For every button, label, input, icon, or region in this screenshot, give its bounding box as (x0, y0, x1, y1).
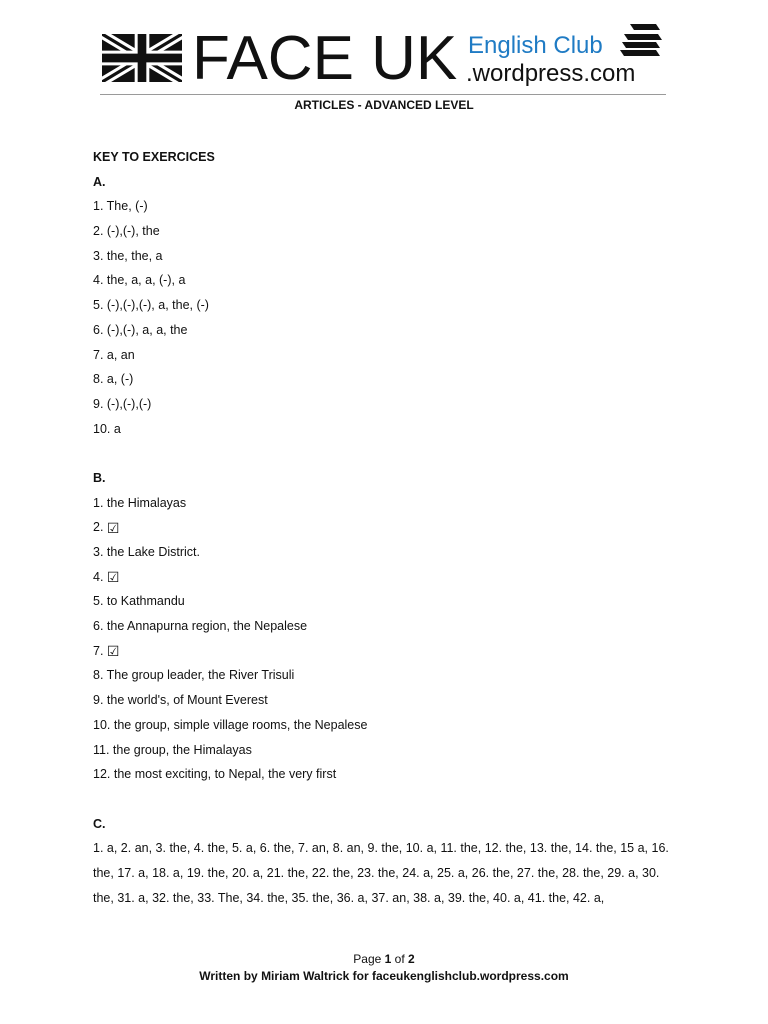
spacer (93, 787, 683, 812)
answer-line (93, 738, 683, 763)
answer-line: 2. (-),(-), the (93, 224, 160, 239)
answer-line: 6. (-),(-), a, a, the (93, 322, 188, 337)
footer-credit: Written by Miriam Waltrick for faceukenglishclub.wordpress.com (199, 969, 569, 983)
page-prefix: Page (353, 952, 385, 966)
spacer (93, 441, 683, 466)
checkbox-checked-icon: ☑ (106, 643, 120, 660)
answer-line: 1. The, (-) (93, 199, 148, 214)
answer-text: 1. the Himalayas (93, 495, 187, 510)
answer-line: 5. (-),(-),(-), a, the, (-) (93, 298, 209, 313)
page-title: ARTICLES - ADVANCED LEVEL (294, 98, 474, 112)
page-number (0, 951, 768, 967)
answer-text: 3. the Lake District. (93, 545, 200, 559)
answer-line (93, 614, 683, 639)
answer-line (93, 589, 683, 614)
answer-text: 4. (93, 569, 107, 584)
header-divider (100, 94, 666, 95)
page-current: 1 (384, 952, 392, 966)
checkbox-checked-icon: ☑ (106, 569, 120, 586)
document-body (93, 145, 683, 910)
section-b-label: B. (93, 470, 106, 485)
books-icon (616, 20, 664, 60)
answer-text: 11. the group, the Himalayas (93, 742, 252, 757)
answer-text: 6. the Annapurna region, the Nepalese (93, 619, 308, 634)
answer-line: 3. the, the, a (93, 248, 163, 263)
answer-line (93, 762, 683, 787)
answer-line: 9. (-),(-),(-) (93, 396, 152, 411)
answer-line: 10. a (93, 421, 121, 436)
answer-text: 2. (93, 520, 107, 535)
answer-line: 8. a, (-) (93, 372, 134, 387)
key-heading: KEY TO EXERCICES (93, 150, 215, 164)
answer-line: 7. a, an (93, 347, 135, 362)
brand-site: .wordpress.com (466, 60, 636, 87)
section-c-label: C. (93, 816, 106, 831)
brand-title: FACE UK (192, 24, 458, 93)
section-c-answers: 1. a, 2. an, 3. the, 4. the, 5. a, 6. the, 7. an, 8. an, 9. the, 10. a, 11. the, 12. the, 13. the, 14. the, 15 a, 16. the, 17. a, 18. a, 19. the, 20. a, 21. the, 22. the, 23. the, 24. a, 25. a, 26. the, 27. the, 28. the, 29. a, 30. the, 31. a, 32. the, 33. The, 34. the, 35. the, 36. a, 37. an, 38. a, 39. the, 40. a, 41. the, 42. a, (93, 841, 669, 905)
site-header (100, 18, 666, 98)
answer-line (93, 515, 683, 540)
answer-text: 8. The group leader, the River Trisuli (93, 668, 295, 683)
brand-club: English Club (468, 32, 603, 59)
section-a-label: A. (93, 174, 106, 189)
answer-line: 4. the, a, a, (-), a (93, 273, 186, 288)
answer-text: 12. the most exciting, to Nepal, the very first (93, 767, 337, 782)
answer-line (93, 639, 683, 664)
checkbox-checked-icon: ☑ (106, 519, 120, 536)
answer-text: 10. the group, simple village rooms, the Nepalese (93, 717, 368, 732)
answer-text: 9. the world's, of Mount Everest (93, 693, 268, 708)
page-of: of (391, 952, 409, 966)
answer-line (93, 688, 683, 713)
answer-line (93, 663, 683, 688)
answer-line (93, 540, 683, 565)
page-total: 2 (408, 952, 415, 966)
answer-line (93, 713, 683, 738)
answer-line (93, 491, 683, 516)
answer-text: 7. (93, 643, 107, 658)
union-jack-icon (102, 34, 182, 82)
answer-line (93, 565, 683, 590)
answer-text: 5. to Kathmandu (93, 594, 185, 609)
